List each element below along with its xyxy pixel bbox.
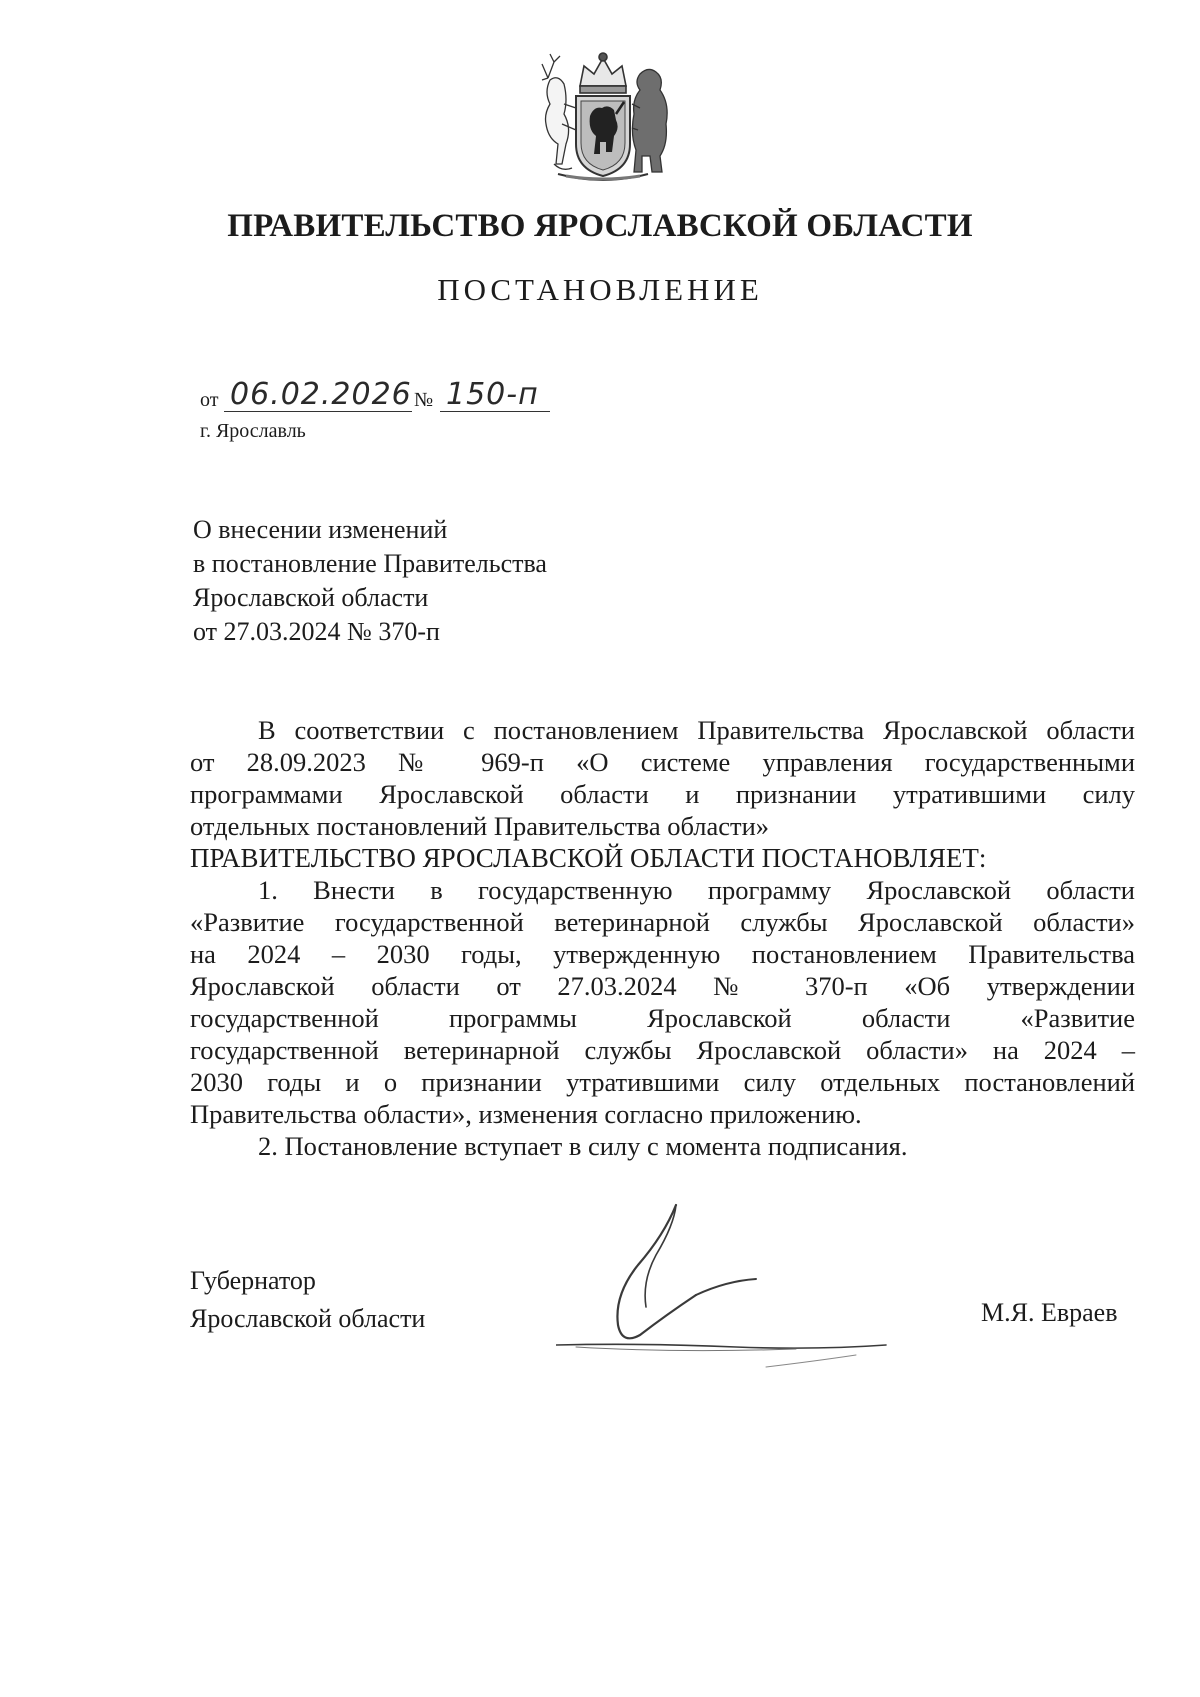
signatory-name: М.Я. Евраев [981, 1298, 1118, 1327]
position-line: Ярославской области [190, 1304, 426, 1333]
item1-line: 1. Внести в государственную программу Ярославской области [258, 875, 1135, 905]
item1-line: «Развитие государственной ветеринарной службы Ярославской области» [190, 907, 1135, 937]
item1-line: государственной ветеринарной службы Ярославской области» на 2024 – [190, 1035, 1135, 1065]
document-body [190, 714, 1135, 1162]
number-prefix: № [414, 389, 434, 411]
signatory-position [190, 1262, 425, 1338]
preamble-line: отдельных постановлений Правительства области» [190, 811, 770, 841]
preamble-line: от 28.09.2023 № 969-п «О системе управления государственными [190, 747, 1135, 777]
item1-line: Ярославской области от 27.03.2024 № 370-п «Об утверждении [190, 971, 1135, 1001]
date-prefix: от [200, 389, 219, 411]
document-type: ПОСТАНОВЛЕНИЕ [437, 272, 763, 307]
document-subject [193, 513, 547, 649]
item1-line: Правительства области», изменения согласно приложению. [190, 1099, 862, 1129]
document-date-number [200, 372, 640, 416]
yaroslavl-region-coat-of-arms-icon [528, 44, 678, 186]
item1-line: на 2024 – 2030 годы, утвержденную постановлением Правительства [190, 939, 1135, 969]
preamble-line: В соответствии с постановлением Правительства Ярославской области [258, 715, 1135, 745]
organization-name: ПРАВИТЕЛЬСТВО ЯРОСЛАВСКОЙ ОБЛАСТИ [227, 208, 973, 244]
issue-city: г. Ярославль [200, 420, 306, 442]
document-number: 150-п [446, 377, 539, 412]
subject-line: О внесении изменений [193, 515, 448, 544]
resolves-heading: ПРАВИТЕЛЬСТВО ЯРОСЛАВСКОЙ ОБЛАСТИ ПОСТАНОВЛЯЕТ: [190, 843, 987, 873]
item1-line: 2030 годы и о признании утратившими силу отдельных постановлений [190, 1067, 1135, 1097]
item2-line: 2. Постановление вступает в силу с момента подписания. [258, 1131, 908, 1161]
item1-line: государственной программы Ярославской области «Развитие [190, 1003, 1135, 1033]
subject-line: в постановление Правительства [193, 549, 547, 578]
document-date: 06.02.2026 [230, 377, 412, 412]
preamble-line: программами Ярославской области и признании утратившими силу [190, 779, 1135, 809]
subject-line: Ярославской области [193, 583, 429, 612]
handwritten-signature-icon [556, 1195, 916, 1370]
position-line: Губернатор [190, 1266, 316, 1295]
subject-line: от 27.03.2024 № 370-п [193, 617, 440, 646]
